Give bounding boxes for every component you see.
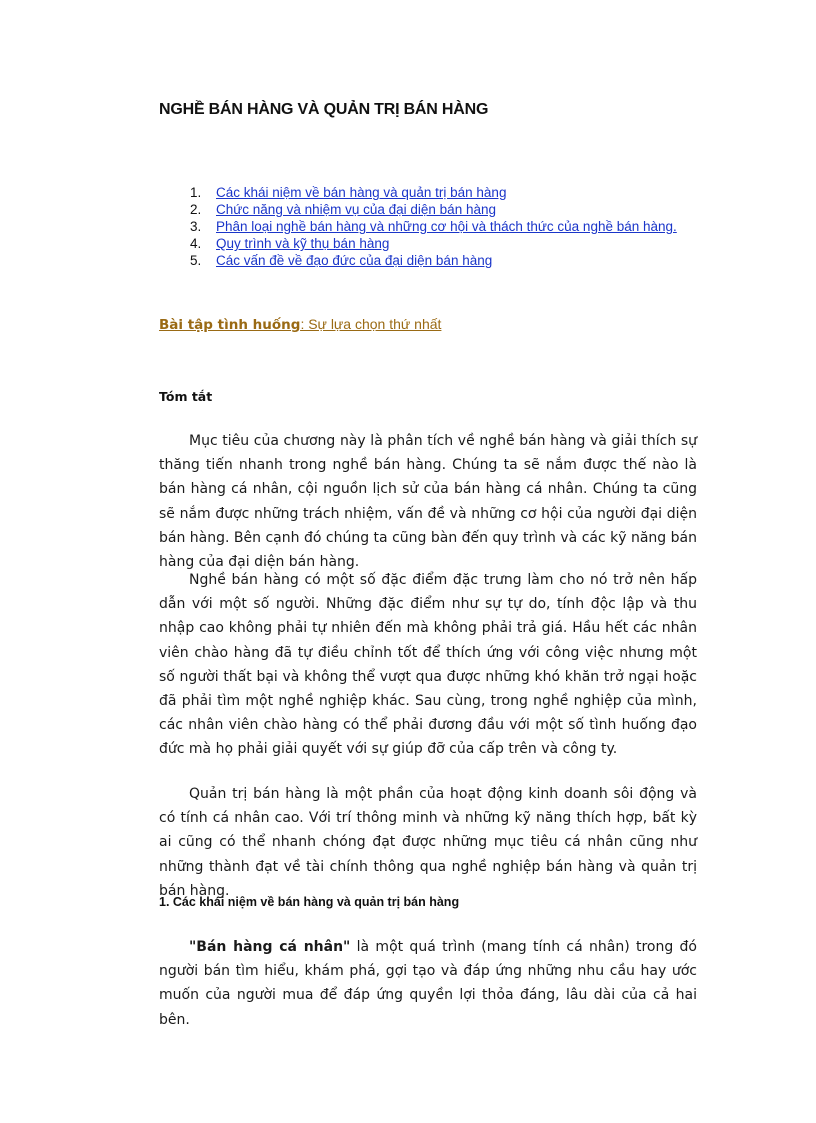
paragraph-text: Mục tiêu của chương này là phân tích về nghề bán hàng và giải thích sự thăng tiến nhanh trong nghề bán hàng. Chúng ta sẽ nắm được thế nào là bán hàng cá nhân, cội nguồn lịch sử của bán hàng cá nhân. Chúng ta cũng sẽ nắm được những trách nhiệm, vấn đề và những cơ hội của người đại diện bán hàng. Bên cạnh đó chúng ta cũng bàn đến quy trình và các kỹ năng bán hàng của đại diện bán hàng. bbox=[159, 433, 697, 571]
definition-text: là một quá trình (mang tính cá nhân) trong đó người bán tìm hiểu, khám phá, gợi tạo và đáp ứng những nhu cầu hay ước muốn của người mua để đáp ứng quyền lợi thỏa đáng, lâu dài của cả hai bên. bbox=[159, 939, 697, 1028]
case-study-link[interactable] bbox=[159, 316, 441, 333]
summary-paragraph-3 bbox=[159, 782, 697, 903]
toc-item-number: 2. bbox=[190, 202, 202, 217]
summary-paragraph-2 bbox=[159, 568, 697, 762]
toc-item bbox=[190, 235, 698, 252]
toc-item bbox=[190, 201, 698, 218]
toc-link-process[interactable]: Quy trình và kỹ thụ bán hàng bbox=[216, 236, 390, 251]
toc-link-functions[interactable]: Chức năng và nhiệm vụ của đại diện bán hàng bbox=[216, 202, 496, 217]
toc-item bbox=[190, 184, 698, 201]
case-study-label: Bài tập tình huống bbox=[159, 317, 301, 333]
toc-item bbox=[190, 218, 698, 235]
toc-item-number: 1. bbox=[190, 185, 202, 200]
section-heading: 1. Các khái niệm về bán hàng và quản trị bán hàng bbox=[159, 895, 460, 909]
table-of-contents bbox=[190, 184, 698, 269]
toc-item-number: 5. bbox=[190, 253, 202, 268]
paragraph-text: Nghề bán hàng có một số đặc điểm đặc trưng làm cho nó trở nên hấp dẫn với một số người. Những đặc điểm như sự tự do, tính độc lập và thu nhập cao không phải tự nhiên đến mà không phải trả giá. Hầu hết các nhân viên chào hàng đã tự điều chỉnh tốt để thích ứng với công việc nhưng một số người thất bại và không thể vượt qua được những khó khăn trở ngại hoặc đã phải tìm một nghề nghiệp khác. Sau cùng, trong nghề nghiệp của mình, các nhân viên chào hàng có thể phải đương đầu với một số tình huống đạo đức mà họ phải giải quyết với sự giúp đỡ của cấp trên và công ty. bbox=[159, 572, 697, 758]
toc-link-concepts[interactable]: Các khái niệm về bán hàng và quản trị bán hàng bbox=[216, 185, 507, 200]
page-title: NGHỀ BÁN HÀNG VÀ QUẢN TRỊ BÁN HÀNG bbox=[159, 101, 489, 118]
definition-term: "Bán hàng cá nhân" bbox=[189, 939, 351, 955]
toc-link-classification[interactable]: Phân loại nghề bán hàng và những cơ hội và thách thức của nghề bán hàng. bbox=[216, 219, 677, 234]
summary-heading: Tóm tắt bbox=[159, 389, 213, 404]
paragraph-text: Quản trị bán hàng là một phần của hoạt động kinh doanh sôi động và có tính cá nhân cao. Với trí thông minh và những kỹ năng thích hợp, bất kỳ ai cũng có thể nhanh chóng đạt được những mục tiêu cá nhân cũng như những thành đạt về tài chính thông qua nghề nghiệp bán hàng và quản trị bán hàng. bbox=[159, 786, 697, 899]
toc-link-ethics[interactable]: Các vấn đề về đạo đức của đại diện bán hàng bbox=[216, 253, 493, 268]
toc-item-number: 4. bbox=[190, 236, 202, 251]
toc-item bbox=[190, 252, 698, 269]
definition-paragraph bbox=[159, 935, 697, 1032]
summary-paragraph-1 bbox=[159, 429, 697, 574]
case-study-title: : Sự lựa chọn thứ nhất bbox=[300, 316, 442, 332]
toc-item-number: 3. bbox=[190, 219, 202, 234]
